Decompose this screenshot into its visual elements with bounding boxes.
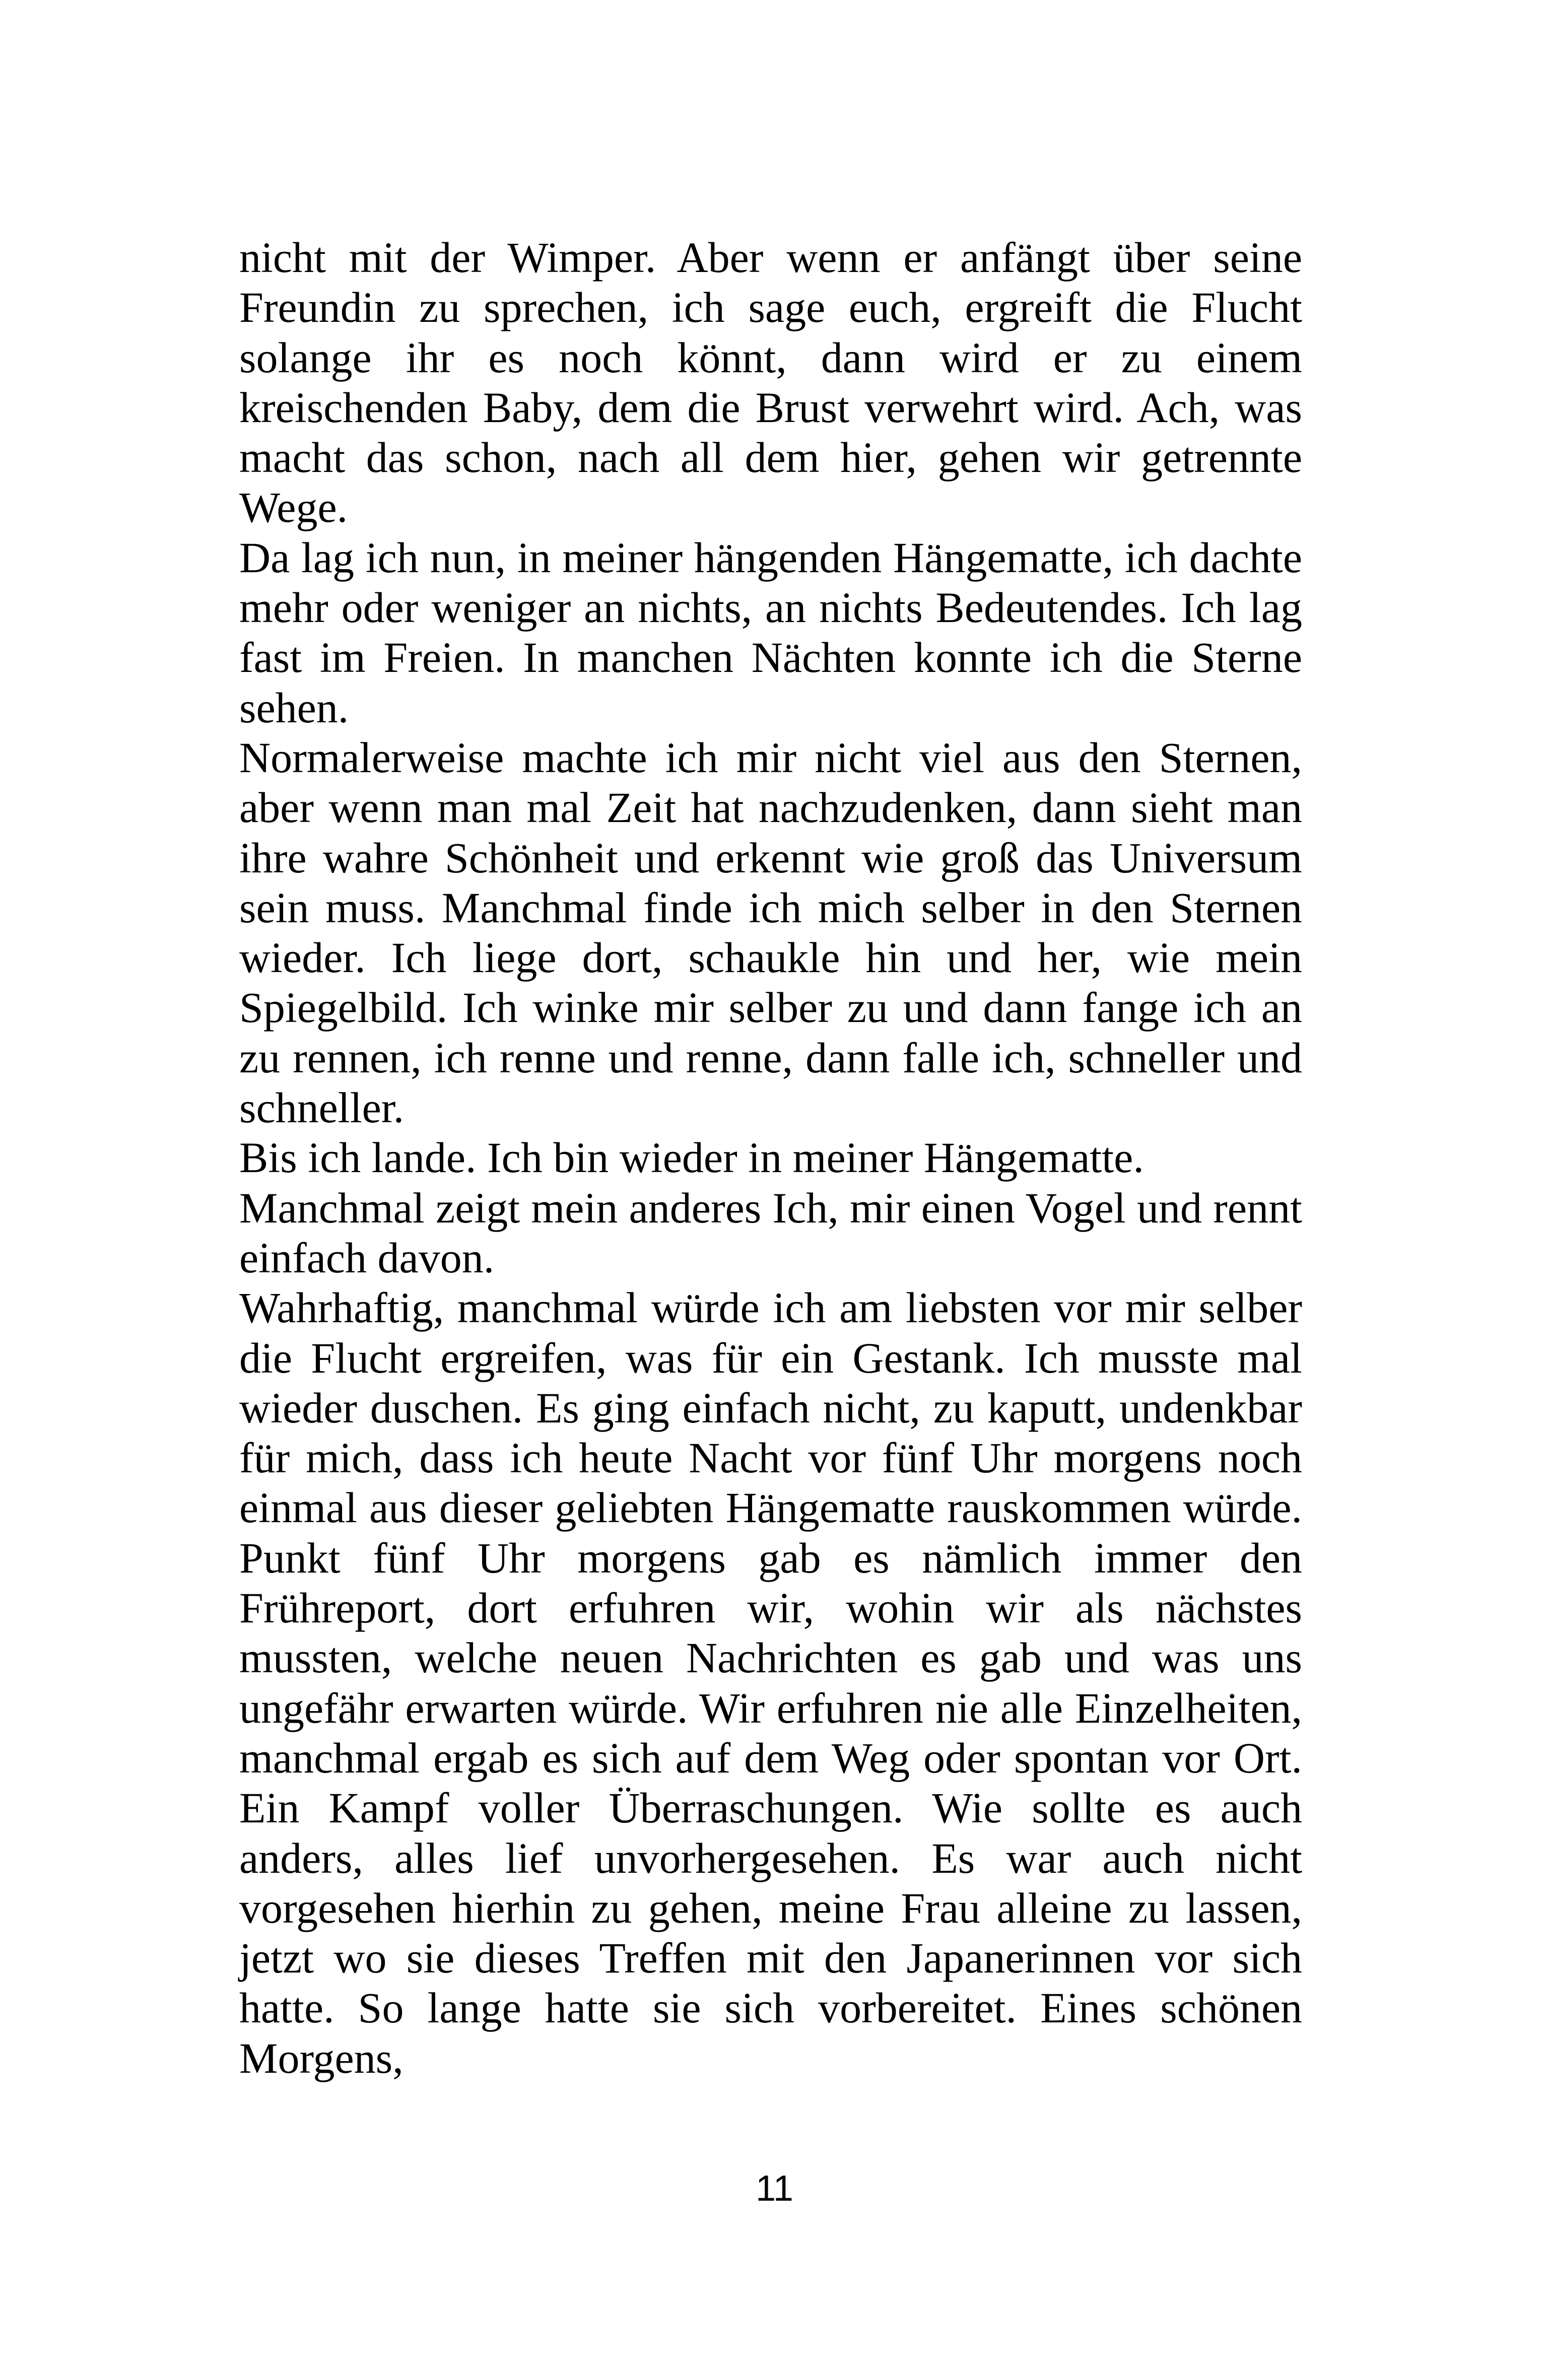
paragraph-last: Wahrhaftig, manchmal würde ich am liebsten vor mir selber die Flucht ergreifen, was für ein Gestank. Ich musste mal wieder duschen. Es ging einfach nicht, zu kaputt, undenkbar für mich, dass ich heute Nacht vor fünf Uhr morgens noch einmal aus dieser geliebten Hängematte rauskommen würde. Punkt fünf Uhr morgens gab es nämlich immer den Frühreport, dort erfuhren wir, wohin wir als nächstes mussten, welche neuen Nachrichten es gab und was uns ungefähr erwarten würde. Wir erfuhren nie alle Einzelheiten, manchmal ergab es sich auf dem Weg oder spontan vor Ort. Ein Kampf voller Überraschungen. Wie sollte es auch anders, alles lief unvorhergesehen. Es war auch nicht vorgesehen hierhin zu gehen, meine Frau alleine zu lassen, jetzt wo sie dieses Treffen mit den Japanerinnen vor sich hatte. So lange hatte sie sich vorbereitet. Eines schönen Morgens,: [239, 1283, 1302, 2082]
body-text: [239, 233, 1302, 2083]
paragraph: Manchmal zeigt mein anderes Ich, mir einen Vogel und rennt einfach davon.: [239, 1183, 1302, 1282]
page-number: 11: [756, 2168, 793, 2209]
paragraph: Bis ich lande. Ich bin wieder in meiner Hängematte.: [239, 1133, 1144, 1182]
paragraph: Da lag ich nun, in meiner hängenden Hängematte, ich dachte mehr oder weniger an nichts, an nichts Bedeutendes. Ich lag fast im Freien. In manchen Nächten konnte ich die Sterne sehen.: [239, 533, 1302, 732]
paragraph: nicht mit der Wimper. Aber wenn er anfängt über seine Freundin zu sprechen, ich sage euch, ergreift die Flucht solange ihr es noch könnt, dann wird er zu einem kreischenden Baby, dem die Brust verwehrt wird. Ach, was macht das schon, nach all dem hier, gehen wir getrennte Wege.: [239, 233, 1302, 532]
paragraph: Normalerweise machte ich mir nicht viel aus den Sternen, aber wenn man mal Zeit hat nachzudenken, dann sieht man ihre wahre Schönheit und erkennt wie groß das Universum sein muss. Manchmal finde ich mich selber in den Sternen wieder. Ich liege dort, schaukle hin und her, wie mein Spiegelbild. Ich winke mir selber zu und dann fange ich an zu rennen, ich renne und renne, dann falle ich, schneller und schneller.: [239, 733, 1302, 1132]
